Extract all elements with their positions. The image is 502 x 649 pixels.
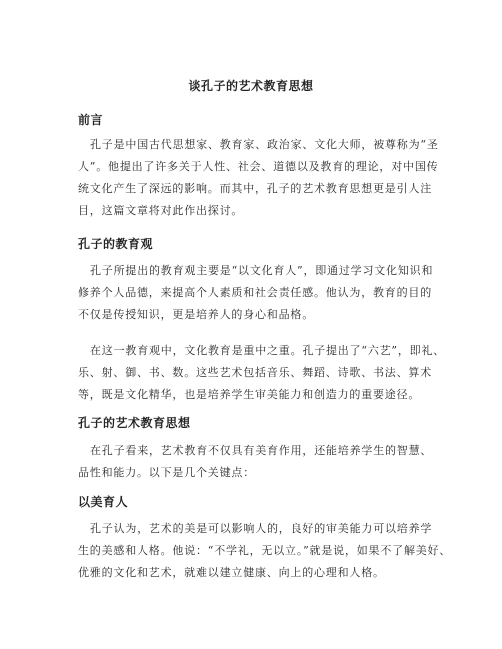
paragraph-line: 在孔子看来，艺术教育不仅具有美育作用，还能培养学生的智慧、	[90, 444, 433, 457]
section-heading-art-education: 孔子的艺术教育思想	[78, 416, 191, 430]
paragraph-line: 品性和能力。以下是几个关键点：	[78, 466, 255, 479]
section-heading-preface: 前言	[78, 113, 104, 127]
paragraph-line: 等，既是文化精华，也是培养学生审美能力和创造力的重要途径。	[78, 388, 421, 401]
paragraph-education-view-2	[78, 340, 446, 406]
paragraph-line: 孔子认为，艺术的美是可以影响人的，良好的审美能力可以培养学	[90, 522, 433, 535]
paragraph-beauty-education	[78, 518, 452, 584]
paragraph-line: 生的美感和人格。他说：“不学礼，无以立。”就是说，如果不了解美好、	[78, 544, 452, 557]
paragraph-line: 乐、射、御、书、数。这些艺术包括音乐、舞蹈、诗歌、书法、算术	[78, 366, 432, 379]
paragraph-line: 孔子是中国古代思想家、教育家、政治家、文化大师，被尊称为“圣	[90, 138, 439, 151]
section-heading-beauty-education: 以美育人	[78, 495, 129, 509]
paragraph-education-view-1	[78, 260, 438, 326]
paragraph-line: 在这一教育观中，文化教育是重中之重。孔子提出了“六艺”，即礼、	[90, 344, 446, 357]
paragraph-line: 不仅是传授知识，更是培养人的身心和品格。	[78, 308, 314, 321]
paragraph-line: 修养个人品德，来提高个人素质和社会责任感。他认为，教育的目的	[78, 286, 432, 299]
section-heading-education-view: 孔子的教育观	[78, 237, 154, 251]
paragraph-line: 统文化产生了深远的影响。而其中，孔子的艺术教育思想更是引人注	[78, 182, 432, 195]
paragraph-line: 人”。他提出了许多关于人性、社会、道德以及教育的理论，对中国传	[78, 160, 439, 173]
paragraph-line: 孔子所提出的教育观主要是“以文化育人”，即通过学习文化知识和	[90, 264, 434, 277]
paragraph-preface	[78, 134, 438, 222]
paragraph-art-education	[78, 440, 438, 484]
paragraph-line: 目，这篇文章将对此作出探讨。	[78, 204, 244, 217]
page-title: 谈孔子的艺术教育思想	[188, 79, 314, 93]
paragraph-line: 优雅的文化和艺术，就难以建立健康、向上的心理和人格。	[78, 566, 385, 579]
